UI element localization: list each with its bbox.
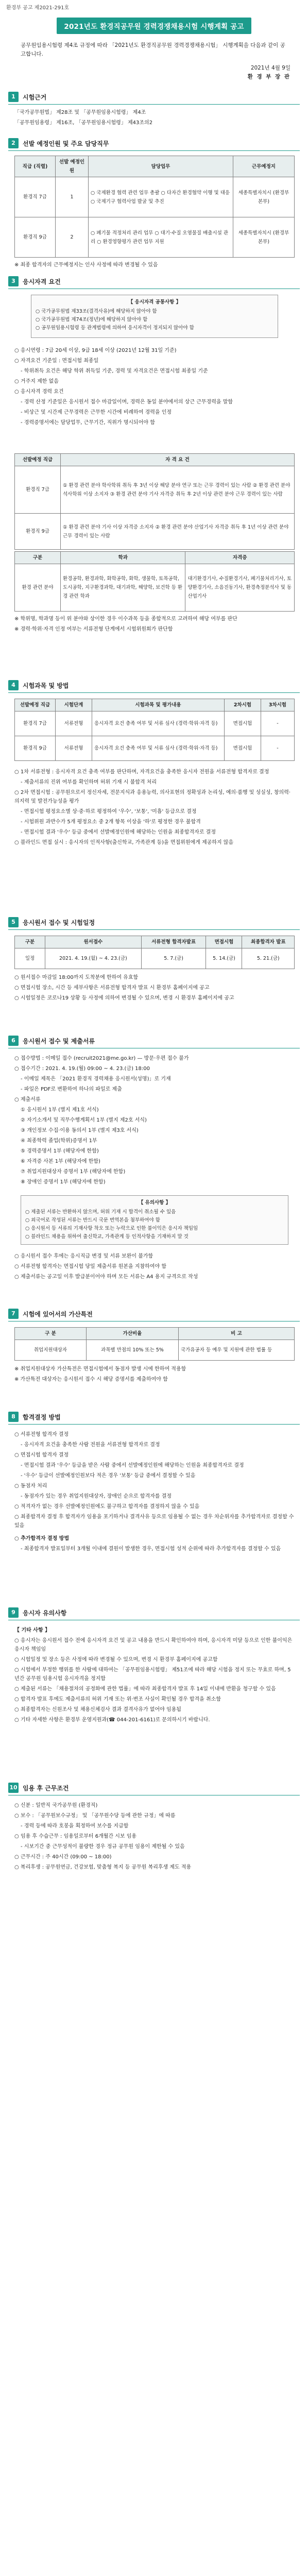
apply-lines <box>14 1054 295 1188</box>
table-row <box>15 948 295 969</box>
work-line: ○ 근무시간 : 주 40시간 (09:00 ~ 18:00) <box>14 1854 112 1860</box>
issue-date-block <box>248 64 290 81</box>
schedule-line: ○ 원서접수 마감일 18:00까지 도착분에 한하여 유효함 <box>14 975 139 980</box>
box-item: ○ 제출된 서류는 반환하지 않으며, 허위 기재 시 합격이 취소될 수 있음 <box>25 1209 176 1215</box>
apply-line: ⑧ 장애인 증명서 1부 (해당자에 한함) <box>21 1179 106 1185</box>
pass-line: ○ 최종합격자 결정 후 합격자가 임용을 포기하거나 결격사유 등으로 임용될 수 없는 경우 차순위자를 추가합격자로 결정할 수 있음 <box>14 1514 294 1529</box>
section-divider <box>8 150 300 151</box>
section-number: 7 <box>8 1309 19 1319</box>
field-table <box>14 551 295 612</box>
box-caption: 【 유의사항 】 <box>138 1200 171 1206</box>
section-number: 4 <box>8 680 19 690</box>
qualification-common-box <box>31 295 278 338</box>
table-row <box>15 177 295 217</box>
box-item: ○ 국가공무원법 제33조(결격사유)에 해당하지 않아야 함 <box>36 309 157 314</box>
section-title: 시험과목 및 방법 <box>23 682 69 689</box>
basis-item: 「국가공무원법」 제28조 및 「공무원임용시험령」 제4조 <box>14 110 146 115</box>
col-header: 선발 예정인원 <box>56 156 89 177</box>
cell-rate: 과목별 만점의 10% 또는 5% <box>87 1340 179 1361</box>
apply-line: ① 응시원서 1부 (별지 제1호 서식) <box>21 1107 99 1113</box>
col-header: 구 분 <box>15 1328 87 1340</box>
notes-block <box>14 1626 295 1726</box>
exam-line: - 제출서류의 진위 여부를 확인하며 허위 기재 시 불합격 처리 <box>21 779 157 785</box>
col-header: 시험과목 및 평가내용 <box>92 699 225 711</box>
note-line: ○ 시험에서 부정한 행위를 한 사람에 대하여는 「공무원임용시험령」 제51조에 따라 해당 시험을 정지 또는 무효로 하며, 5년간 공무원 임용시험 응시자격을 정지함 <box>14 1667 291 1682</box>
pass-line: - 면접시험 결과 '우수' 등급을 받은 사람 중에서 선발예정인원에 해당하는 인원을 최종합격자로 결정 <box>21 1463 244 1468</box>
intro-text: 공무원임용시험령 제4조 규정에 따라 「2021년도 환경직공무원 경력경쟁채용시험」 시행계획을 다음과 같이 공고합니다. <box>21 42 285 57</box>
cell-stage3: - <box>261 711 295 736</box>
exam-line: - 시험위원 과반수가 5개 평정요소 중 2개 항목 이상을 '하'로 평정한 경우 불합격 <box>21 819 201 825</box>
apply-line: ○ 접수방법 : 이메일 접수 (recruit2021@me.go.kr) — 방문·우편 접수 불가 <box>14 1056 189 1061</box>
page-title: 2021년도 환경직공무원 경력경쟁채용시험 시행계획 공고 <box>57 18 251 34</box>
field-note: ※ 경력·학위·자격 인정 여부는 서류전형 단계에서 시험위원회가 판단함 <box>14 626 173 632</box>
table-row <box>15 736 295 761</box>
col-header: 자격증 <box>185 552 295 564</box>
table-row <box>15 711 295 736</box>
note-line: ○ 기타 자세한 사항은 환경부 운영지원과(☎ 044-201-6161)로 문의하시기 바랍니다. <box>14 1717 210 1723</box>
box-item: ○ 블라인드 채용을 위하여 출신학교, 가족관계 등 인적사항을 기재하지 말 것 <box>25 1234 189 1240</box>
box-caption: 【 응시자격 공통사항 】 <box>128 299 181 305</box>
col-header: 비 고 <box>179 1328 295 1340</box>
cell-content: 응시자격 요건 충족 여부 및 서류 심사 (경력·학위·자격 등) <box>92 711 225 736</box>
cell-major: 환경공학, 환경과학, 화학공학, 화학, 생물학, 토목공학, 도시공학, 지구환경과학, 대기과학, 해양학, 보건학 등 환경 관련 학과 <box>61 564 185 612</box>
cell-place: 세종특별자치시 (환경부 본부) <box>233 217 295 258</box>
note-line: ○ 시험일정 및 장소 등은 사정에 따라 변경될 수 있으며, 변경 시 환경부 홈페이지에 공고함 <box>14 1657 218 1663</box>
apply-line: ⑥ 자격증 사본 1부 (해당자에 한함) <box>21 1159 100 1164</box>
section-number: 9 <box>8 1607 19 1618</box>
apply-line: - 이메일 제목은 「2021 환경직 경력채용 응시원서(성명)」로 기재 <box>21 1076 171 1082</box>
col-header: 선발예정 직급 <box>15 699 56 711</box>
exam-line: - 면접시험 평정요소별 상·중·하로 평정하여 '우수', '보통', '미흡' 등급으로 결정 <box>21 809 197 815</box>
cell-note: 국가유공자 등 예우 및 지원에 관한 법률 등 <box>179 1340 295 1361</box>
cell-requirement: ① 환경 관련 분야 학사학위 취득 후 3년 이상 해당 분야 연구 또는 근무 경력이 있는 사람 ② 환경 관련 분야 석사학위 이상 소지자 ③ 환경 관련 분야 기사 자격증 취득 후 2년 이상 관련 분야 근무 경력이 있는 사람 <box>61 466 295 514</box>
cell-stage3: - <box>261 736 295 761</box>
cell-step: 서류전형 <box>56 711 92 736</box>
field-note: ※ 학위명, 학과명 등이 위 분야와 상이한 경우 이수과목 등을 종합적으로 고려하여 해당 여부를 판단 <box>14 616 237 622</box>
box-item: ○ 응시원서 등 서류의 기재사항 착오 또는 누락으로 인한 불이익은 응시자 책임임 <box>25 1226 198 1231</box>
exam-table <box>14 699 295 761</box>
cell-grade: 환경직 9급 <box>15 514 61 550</box>
cell-grade: 환경직 7급 <box>15 711 56 736</box>
section-divider <box>8 692 300 693</box>
requirement-table-wrap <box>14 453 295 550</box>
apply-line: ② 자기소개서 및 직무수행계획서 1부 (별지 제2호 서식) <box>21 1117 147 1123</box>
bonus-line: ※ 가산특전 대상자는 응시원서 접수 시 해당 증명서를 제출하여야 함 <box>14 1377 168 1382</box>
pass-line: - '우수' 등급이 선발예정인원보다 적은 경우 '보통' 등급 중에서 결정할 수 있음 <box>21 1473 196 1479</box>
cell-count: 2 <box>56 217 89 258</box>
col-header: 근무예정지 <box>233 156 295 177</box>
section-divider <box>8 1424 300 1425</box>
apply-line: ○ 제출서류 <box>14 1097 41 1103</box>
col-header: 면접시험 <box>206 936 242 948</box>
apply-caution-box <box>21 1195 288 1245</box>
section-divider <box>8 929 300 930</box>
box-item: ○ 공무원임용시험령 등 관계법령에 의하여 응시자격이 정지되지 않아야 함 <box>36 325 194 331</box>
schedule-table-wrap <box>14 936 295 1004</box>
cell-place: 세종특별자치시 (환경부 본부) <box>233 177 295 217</box>
cell-kind: 일정 <box>15 948 45 969</box>
box-item: ○ 외국어로 작성된 서류는 반드시 국문 번역본을 첨부하여야 함 <box>25 1217 160 1223</box>
table-row <box>15 564 295 612</box>
section-number: 2 <box>8 138 19 148</box>
exam-line: - 면접시험 결과 '우수' 등급 중에서 선발예정인원에 해당하는 인원을 최종합격자로 결정 <box>21 829 216 835</box>
schedule-line: ○ 면접시험 장소, 시간 등 세부사항은 서류전형 합격자 발표 시 환경부 홈페이지에 공고 <box>14 985 210 991</box>
work-condition-lines <box>14 1801 295 1873</box>
apply-after-line: ○ 응시원서 접수 후에는 응시직급 변경 및 서류 보완이 불가함 <box>14 1253 153 1259</box>
table-row <box>15 514 295 550</box>
col-header: 선발예정 직급 <box>15 454 61 466</box>
apply-line: - 파일은 PDF로 변환하여 하나의 파일로 제출 <box>21 1087 122 1092</box>
apply-line: ○ 접수기간 : 2021. 4. 19.(월) 09:00 ~ 4. 23.(금) 18:00 <box>14 1066 150 1072</box>
pass-sub-heading: ○ 추가합격자 결정 방법 <box>14 1536 70 1541</box>
cell-duty: ○ 국제환경 협력 관련 업무 총괄 ○ 다자간 환경협약 이행 및 대응 ○ 국제기구 협력사업 발굴 및 추진 <box>89 177 233 217</box>
apply-line: ④ 최종학력 졸업(학위)증명서 1부 <box>21 1138 97 1144</box>
section-number: 8 <box>8 1412 19 1422</box>
title-banner <box>0 18 308 34</box>
pass-line: ○ 면접시험 합격자 결정 <box>14 1452 69 1458</box>
notes-heading: 【 기타 사항 】 <box>14 1628 50 1633</box>
cell-requirement: ① 환경 관련 분야 기사 이상 자격증 소지자 ② 환경 관련 분야 산업기사 자격증 취득 후 1년 이상 관련 분야 근무 경력이 있는 사람 <box>61 514 295 550</box>
work-line: ○ 신분 : 일반직 국가공무원 (환경직) <box>14 1803 98 1808</box>
exam-lines <box>14 768 295 849</box>
qual-line: ○ 응시연령 : 7급 20세 이상, 9급 18세 이상 (2021년 12월 31일 기준) <box>14 348 177 353</box>
cell-step: 서류전형 <box>56 736 92 761</box>
table-row <box>15 466 295 514</box>
issuer-signature: 환 경 부 장 관 <box>247 74 290 80</box>
work-line: ○ 복리후생 : 공무원연금, 건강보험, 맞춤형 복지 등 공무원 복리후생 제도 적용 <box>14 1865 192 1870</box>
col-header: 시험단계 <box>56 699 92 711</box>
col-header: 구분 <box>15 552 61 564</box>
col-header: 직급 (직렬) <box>15 156 56 177</box>
qual-line: - 학위취득 요건은 해당 학위 취득일 기준, 경력 및 자격요건은 면접시험 최종일 기준 <box>21 368 208 374</box>
qualification-lines <box>14 346 295 429</box>
section-number: 5 <box>8 917 19 927</box>
section-number: 1 <box>8 92 19 102</box>
cell-grade: 환경직 9급 <box>15 217 56 258</box>
note-line: ○ 제출된 서류는 「채용절차의 공정화에 관한 법률」에 따라 최종합격자 발표 후 14일 이내에 반환을 청구할 수 있음 <box>14 1686 276 1692</box>
bonus-line: ※ 취업지원대상자 가산특전은 면접시험에서 동점자 발생 시에 한하여 적용함 <box>14 1366 186 1372</box>
exam-table-wrap <box>14 699 295 761</box>
section-title: 응시자격 요건 <box>23 278 61 285</box>
col-header: 학과 <box>61 552 185 564</box>
section-number: 6 <box>8 1036 19 1046</box>
section-title: 응시자 유의사항 <box>23 1609 67 1617</box>
col-header: 가산비율 <box>87 1328 179 1340</box>
basis-item: 「공무원임용령」 제16조, 「공무원임용시험령」 제43조의2 <box>14 120 153 126</box>
table-note: ※ 최종 합격자의 근무예정지는 인사 사정에 따라 변경될 수 있음 <box>14 262 158 268</box>
cell-stage2: 면접시험 <box>225 711 261 736</box>
cell-final: 5. 21.(금) <box>242 948 295 969</box>
section-title: 선발 예정인원 및 주요 담당직무 <box>23 140 109 147</box>
box-item: ○ 국가공무원법 제74조(정년)에 해당하지 않아야 함 <box>36 317 148 323</box>
pass-line: ○ 적격자가 없는 경우 선발예정인원에도 불구하고 합격자를 결정하지 않을 수 있음 <box>14 1504 200 1510</box>
work-line: - 경력 등에 따라 호봉을 획정하여 보수를 지급함 <box>21 1823 129 1829</box>
cell-kind: 환경 관련 분야 <box>15 564 61 612</box>
cell-kind: 취업지원대상자 <box>15 1340 87 1361</box>
apply-after-line: ○ 제출서류는 공고일 이후 발급분이어야 하며 모든 서류는 A4 용지 규격으로 작성 <box>14 1274 198 1280</box>
notice-number: 환경부 공고 제2021-291호 <box>6 5 70 11</box>
section-title: 응시원서 접수 및 시험일정 <box>23 919 95 926</box>
section-title: 시험에 있어서의 가산특전 <box>23 1311 93 1318</box>
pass-sub-line: - 최종합격자 발표일부터 3개월 이내에 결원이 발생한 경우, 면접시험 성적 순위에 따라 추가합격자를 결정할 수 있음 <box>21 1546 281 1552</box>
apply-line: ⑦ 취업지원대상자 증명서 1부 (해당자에 한함) <box>21 1169 126 1175</box>
apply-line: ⑤ 경력증명서 1부 (해당자에 한함) <box>21 1148 99 1154</box>
col-header: 2차시험 <box>225 699 261 711</box>
basis-list <box>14 108 295 129</box>
apply-line: ③ 개인정보 수집·이용 동의서 1부 (별지 제3호 서식) <box>21 1128 139 1133</box>
schedule-line: ○ 시험일정은 코로나19 상황 등 사정에 의하여 변경될 수 있으며, 변경 시 환경부 홈페이지에 공고 <box>14 995 234 1001</box>
cell-doc: 5. 7.(금) <box>141 948 206 969</box>
bonus-table <box>14 1327 295 1361</box>
pass-line: - 응시자격 요건을 충족한 사람 전원을 서류전형 합격자로 결정 <box>21 1442 160 1448</box>
col-header: 담당업무 <box>89 156 233 177</box>
section-title: 시험근거 <box>23 94 47 101</box>
cell-count: 1 <box>56 177 89 217</box>
pass-line: ○ 동점자 처리 <box>14 1483 47 1489</box>
cell-duty: ○ 폐기물 적정처리 관리 업무 ○ 대기·수질 오염물질 배출시설 관리 ○ 환경영향평가 관련 업무 지원 <box>89 217 233 258</box>
qual-line: - 경력증명서에는 담당업무, 근무기간, 직위가 명시되어야 함 <box>21 420 155 426</box>
apply-after-line: ○ 서류전형 합격자는 면접시험 당일 제출서류 원본을 지참하여야 함 <box>14 1264 166 1269</box>
section-divider <box>8 104 300 105</box>
col-header: 3차시험 <box>261 699 295 711</box>
note-line: ○ 최종합격자는 신원조사 및 채용신체검사 결과 결격사유가 없어야 임용됨 <box>14 1707 181 1713</box>
select-table-wrap <box>14 156 295 271</box>
cell-grade: 환경직 7급 <box>15 466 61 514</box>
col-header: 원서접수 <box>45 936 142 948</box>
table-row <box>15 217 295 258</box>
cell-grade: 환경직 7급 <box>15 177 56 217</box>
col-header: 구분 <box>15 936 45 948</box>
qual-line: ○ 자격요건 기준일 : 면접시험 최종일 <box>14 358 99 364</box>
table-row <box>15 1340 295 1361</box>
issue-date: 2021년 4월 9일 <box>250 65 290 71</box>
cell-apply: 2021. 4. 19.(월) ~ 4. 23.(금) <box>45 948 142 969</box>
cell-grade: 환경직 9급 <box>15 736 56 761</box>
work-line: ○ 보수 : 「공무원보수규정」 및 「공무원수당 등에 관한 규정」에 따름 <box>14 1813 176 1819</box>
cell-interview: 5. 14.(금) <box>206 948 242 969</box>
note-line: ○ 응시자는 응시원서 접수 전에 응시자격 요건 및 공고 내용을 반드시 확인하여야 하며, 응시자격 미달 등으로 인한 불이익은 응시자 책임임 <box>14 1638 293 1652</box>
section-title: 응시원서 접수 및 제출서류 <box>23 1038 95 1045</box>
section-title: 합격결정 방법 <box>23 1414 61 1421</box>
work-line: ○ 임용 후 수습근무 : 임용일로부터 6개월간 시보 임용 <box>14 1834 137 1839</box>
qual-line: - 비상근 및 시간제 근무경력은 근무한 시간에 비례하여 경력을 인정 <box>21 410 172 415</box>
requirement-table <box>14 453 295 550</box>
col-header: 서류전형 합격자발표 <box>141 936 206 948</box>
col-header: 자 격 요 건 <box>61 454 295 466</box>
exam-line: ○ 1차 서류전형 : 응시자격 요건 충족 여부를 판단하며, 자격요건을 충족한 응시자 전원을 서류전형 합격자로 결정 <box>14 769 269 775</box>
exam-line: ○ 2차 면접시험 : 공무원으로서 정신자세, 전문지식과 응용능력, 의사표현의 정확성과 논리성, 예의·품행 및 성실성, 창의력·의지력 및 발전가능성을 평가 <box>14 790 291 804</box>
bonus-table-wrap <box>14 1327 295 1385</box>
section-number: 3 <box>8 276 19 286</box>
qual-line: - 경력 산정 기준일은 응시원서 접수 마감일이며, 경력은 동일 분야에서의 상근 근무경력을 말함 <box>21 399 233 405</box>
col-header: 최종합격자 발표 <box>242 936 295 948</box>
cell-cert: 대기환경기사, 수질환경기사, 폐기물처리기사, 토양환경기사, 소음진동기사, 환경측정분석사 및 동 산업기사 <box>185 564 295 612</box>
pass-lines <box>14 1430 295 1555</box>
apply-after-lines <box>14 1252 295 1283</box>
select-table <box>14 156 295 258</box>
work-line: - 시보기간 중 근무성적이 불량한 경우 정규 공무원 임용이 제한될 수 있음 <box>21 1844 185 1850</box>
schedule-table <box>14 936 295 969</box>
pass-line: - 동점자가 있는 경우 취업지원대상자, 장애인 순으로 합격자를 결정 <box>21 1494 172 1499</box>
cell-stage2: 면접시험 <box>225 736 261 761</box>
qual-line: ○ 거주지 제한 없음 <box>14 379 59 384</box>
section-title: 임용 후 근무조건 <box>23 1785 69 1792</box>
cell-content: 응시자격 요건 충족 여부 및 서류 심사 (경력·학위·자격 등) <box>92 736 225 761</box>
exam-line: ○ 블라인드 면접 실시 : 응시자의 인적사항(출신학교, 가족관계 등)을 면접위원에게 제공하지 않음 <box>14 840 234 845</box>
field-table-wrap <box>14 551 295 635</box>
note-line: ○ 합격자 발표 후에도 제출서류의 허위 기재 또는 위·변조 사실이 확인될 경우 합격을 취소함 <box>14 1697 221 1702</box>
pass-line: ○ 서류전형 합격자 결정 <box>14 1432 69 1437</box>
qual-line: ○ 응시자격 경력 요건 <box>14 389 64 395</box>
section-number: 10 <box>8 1783 19 1793</box>
